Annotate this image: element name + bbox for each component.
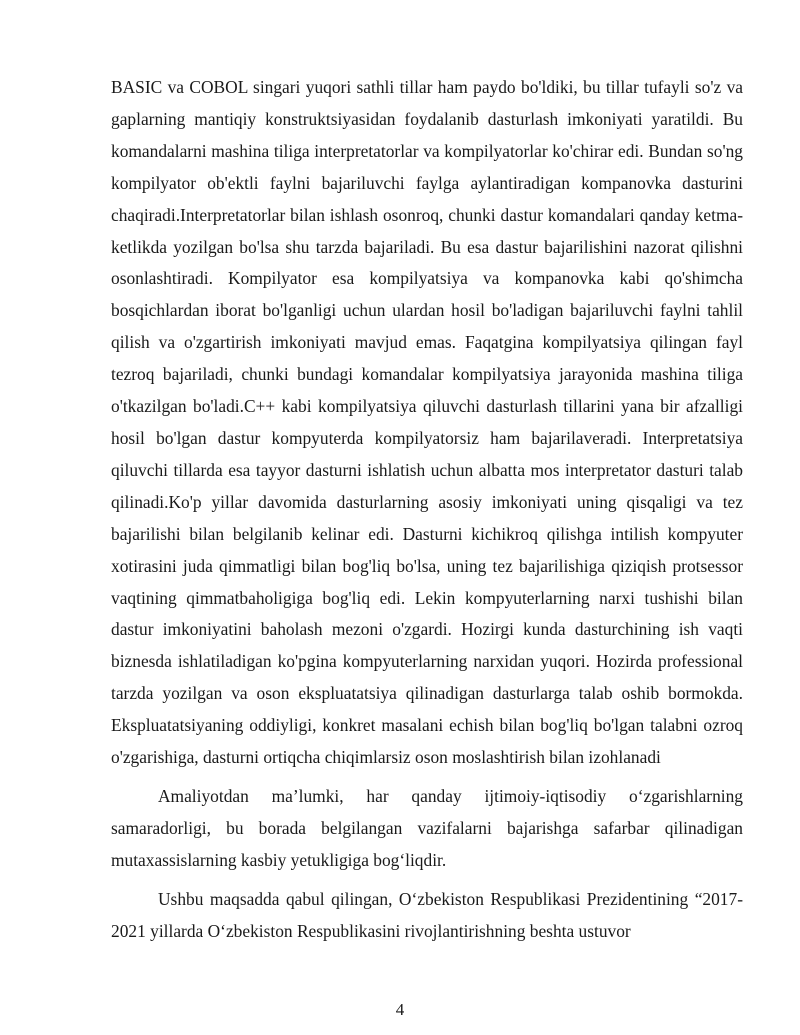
paragraph-presidential-decree: Ushbu maqsadda qabul qilingan, O‘zbekiston Respublikasi Prezidentining “2017-2021 yillarda O‘zbekiston Respublikasini rivojlantirishning beshta ustuvor bbox=[111, 888, 743, 941]
paragraph-practice-effectiveness: Amaliyotdan ma’lumki, har qanday ijtimoiy-iqtisodiy o‘zgarishlarning samaradorligi, bu borada belgilangan vazifalarni bajarishga safarbar qilinadigan mutaxassislarning kasbiy yetukligiga bog‘liqdir. bbox=[111, 785, 743, 870]
page-number: 4 bbox=[395, 1000, 405, 1019]
paragraph-programming-languages: BASIC va COBOL singari yuqori sathli tillar ham paydo bo'ldiki, bu tillar tufayli so'z va gaplarning mantiqiy konstruktsiyasidan foydalanib dasturlash imkoniyati yaratildi. Bu komandalarni mashina tiliga interpretatorlar va kompilyatorlar ko'chirar edi. Bundan so'ng kompilyator ob'ektli faylni bajariluvchi faylga aylantiradigan kompanovka dasturini chaqiradi.Interpretatorlar bilan ishlash osonroq, chunki dastur komandalari qanday ketma- ketlikda yozilgan bo'lsa shu tarzda bajariladi. Bu esa dastur bajarilishini nazorat qilishni osonlashtiradi. Kompilyator esa kompilyatsiya va kompanovka kabi qo'shimcha bosqichlardan iborat bo'lganligi uchun ulardan hosil bo'ladigan bajariluvchi faylni tahlil qilish va o'zgartirish imkoniyati mavjud emas. Faqatgina kompilyatsiya qilingan fayl tezroq bajariladi, chunki bundagi komandalar kompilyatsiya jarayonida mashina tiliga o'tkazilgan bo'ladi.C++ kabi kompilyatsiya qiluvchi dasturlash tillarini yana bir afzalligi hosil bo'lgan dastur kompyuterda kompilyatorsiz ham bajarilaveradi. Interpretatsiya qiluvchi tillarda esa tayyor dasturni ishlatish uchun albatta mos interpretator dasturi talab qilinadi.Ko'p yillar davomida dasturlarning asosiy imkoniyati uning qisqaligi va tez bajarilishi bilan belgilanib kelinar edi. Dasturni kichikroq qilishga intilish kompyuter xotirasini juda qimmatligi bilan bog'liq bo'lsa, uning tez bajarilishiga qiziqish protsessor vaqtining qimmatbaholigiga bog'liq edi. Lekin kompyuterlarning narxi tushishi bilan dastur imkoniyatini baholash mezoni o'zgardi. Hozirgi kunda dasturchining ish vaqti biznesda ishlatiladigan ko'pgina kompyuterlarning narxidan yuqori. Hozirda professional tarzda yozilgan va oson ekspluatatsiya qilinadigan dasturlarga talab oshib bormokda. Ekspluatatsiyaning oddiyligi, konkret masalani echish bilan bog'liq bo'lgan talabni ozroq o'zgarishiga, dasturni ortiqcha chiqimlarsiz oson moslashtirish bilan izohlanadi bbox=[111, 77, 743, 768]
document-body bbox=[111, 72, 743, 947]
